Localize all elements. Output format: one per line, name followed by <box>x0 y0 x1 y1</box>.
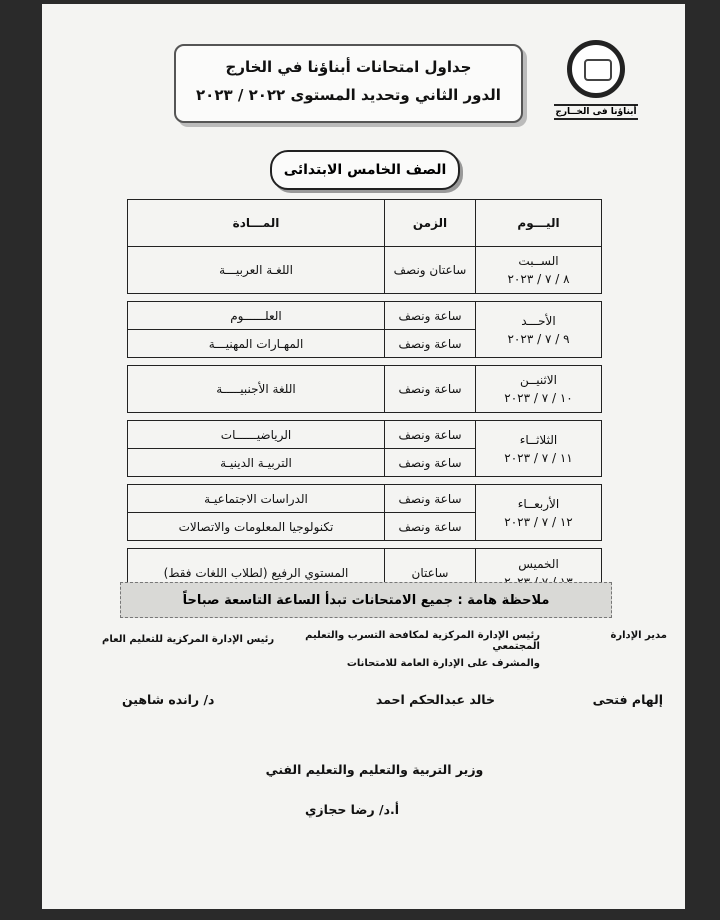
table-row <box>128 366 602 413</box>
row-gap <box>128 294 602 302</box>
duration-cell: ساعة ونصف <box>385 485 476 513</box>
subject-cell: تكنولوجيا المعلومات والاتصالات <box>128 513 385 541</box>
duration-cell: ساعة ونصف <box>385 330 476 358</box>
row-gap <box>128 477 602 485</box>
table-row <box>128 485 602 513</box>
duration-cell: ساعة ونصف <box>385 513 476 541</box>
ministry-logo <box>554 40 638 124</box>
table-header-row <box>128 200 602 247</box>
logo-caption: أبناؤنا فى الخــارج <box>554 104 638 120</box>
document-page <box>42 4 685 909</box>
director-title: مدير الإدارة <box>610 630 667 641</box>
day-name: الأحـــد <box>521 313 556 328</box>
emblem-icon <box>567 40 625 98</box>
subject-cell: العلــــــوم <box>128 302 385 330</box>
day-date: ٨ / ٧ / ٢٠٢٣ <box>507 272 570 286</box>
table-row <box>128 421 602 449</box>
day-date: ١١ / ٧ / ٢٠٢٣ <box>504 450 573 465</box>
duration-cell: ساعتان <box>385 549 476 598</box>
subject-cell: التربيـة الدينيـة <box>128 449 385 477</box>
duration-cell: ساعة ونصف <box>385 449 476 477</box>
day-cell <box>476 366 602 413</box>
day-date: ١٠ / ٧ / ٢٠٢٣ <box>504 391 573 405</box>
row-gap <box>128 413 602 421</box>
subject-cell: الرياضيــــــات <box>128 421 385 449</box>
header-subject: المـــادة <box>128 200 385 247</box>
day-name: الخميس <box>518 557 559 571</box>
table-row <box>128 247 602 294</box>
minister-title: وزير التربية والتعليم والتعليم الفني <box>265 762 484 777</box>
central-admin-name: خالد عبدالحكم احمد <box>375 692 495 707</box>
minister-name: أ.د/ رضا حجازي <box>304 802 400 817</box>
row-gap <box>128 358 602 366</box>
duration-cell: ساعة ونصف <box>385 421 476 449</box>
title-line-1: جداول امتحانات أبناؤنا في الخارج <box>225 58 472 76</box>
day-cell <box>476 247 602 294</box>
day-date: ١٢ / ٧ / ٢٠٢٣ <box>504 514 573 529</box>
duration-cell: ساعة ونصف <box>385 366 476 413</box>
central-admin-title-line-1: رئيس الإدارة المركزية لمكافحة التسرب والتعليم المجتمعي <box>305 630 540 652</box>
general-education-name: د/ رانده شاهين <box>122 692 215 707</box>
subject-cell: الدراسات الاجتماعيـة <box>128 485 385 513</box>
header-day: اليـــوم <box>476 200 602 247</box>
title-box <box>174 44 523 123</box>
central-admin-title-line-2: والمشرف على الإدارة العامة للامتحانات <box>346 658 540 669</box>
subject-cell: اللغة الأجنبيـــــة <box>128 366 385 413</box>
header-duration: الزمن <box>385 200 476 247</box>
important-note: ملاحظة هامة : جميع الامتحانات تبدأ الساعة التاسعة صباحاً <box>120 582 612 618</box>
title-line-2: الدور الثاني وتحديد المستوى ٢٠٢٢ / ٢٠٢٣ <box>196 86 501 104</box>
subject-cell: اللغـة العربيـــة <box>128 247 385 294</box>
day-cell <box>476 421 602 477</box>
duration-cell: ساعتان ونصف <box>385 247 476 294</box>
director-name: إلهام فتحى <box>592 692 663 707</box>
day-cell <box>476 485 602 541</box>
row-gap <box>128 541 602 549</box>
day-name: الثلاثــاء <box>519 432 558 447</box>
central-admin-title <box>290 630 540 669</box>
subject-cell: المستوي الرفيع (لطلاب اللغات فقط) <box>128 549 385 598</box>
grade-title: الصف الخامس الابتدائى <box>270 150 460 190</box>
general-education-title: رئيس الإدارة المركزية للتعليم العام <box>102 634 275 645</box>
day-name: الســبت <box>518 254 559 268</box>
day-name: الأربعــاء <box>517 496 560 511</box>
day-date: ٩ / ٧ / ٢٠٢٣ <box>507 331 570 346</box>
subject-cell: المهـارات المهنيـــة <box>128 330 385 358</box>
day-cell <box>476 302 602 358</box>
table-row <box>128 302 602 330</box>
exam-schedule-table <box>127 199 602 598</box>
duration-cell: ساعة ونصف <box>385 302 476 330</box>
day-name: الاثنيــن <box>520 373 557 387</box>
